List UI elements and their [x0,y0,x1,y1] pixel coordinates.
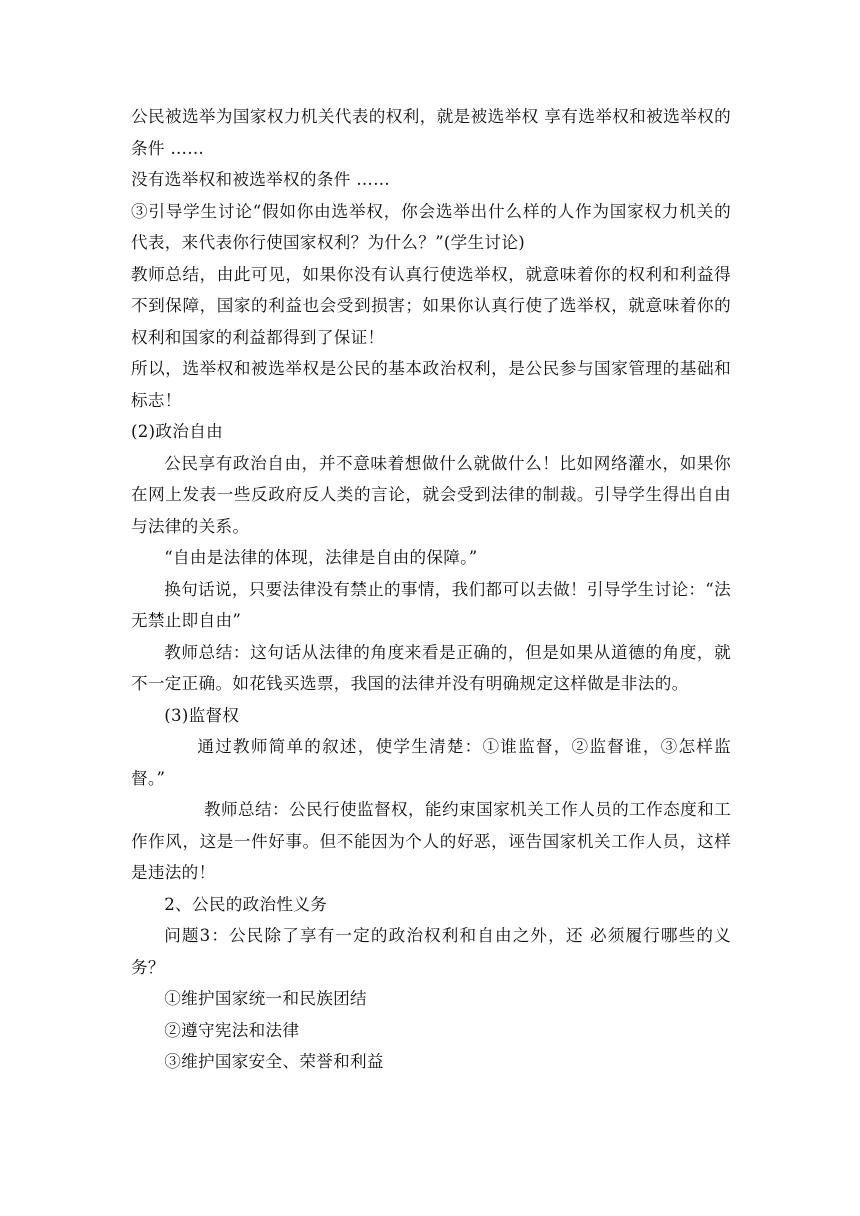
heading-supervision-right: (3)监督权 [164,705,240,725]
heading-political-duties: 2、公民的政治性义务 [164,894,328,914]
paragraph-freedom-discussion: 换句话说，只要法律没有禁止的事情，我们都可以去做！引导学生讨论：“法无禁止即自由” [131,579,731,630]
paragraph-freedom-explanation: 公民享有政治自由，并不意味着想做什么就做什么！比如网络灌水，如果你在网上发表一些反政府反人类的言论，就会受到法律的制裁。引导学生得出自由与法律的关系。 [131,453,731,536]
list-item-duty-2: ②遵守宪法和法律 [164,1020,300,1040]
document-body [131,101,731,1078]
paragraph-supervision-points: 通过教师简单的叙述，使学生清楚：①谁监督，②监督谁，③怎样监督。” [131,737,731,788]
paragraph-teacher-summary-voting: 教师总结，由此可见，如果你没有认真行使选举权，就意味着你的权利和利益得不到保障，国家的利益也会受到损害；如果你认真行使了选举权，就意味着你的权利和国家的利益都得到了保证！ [131,264,731,347]
paragraph-teacher-summary-freedom: 教师总结：这句话从法律的角度来看是正确的，但是如果从道德的角度，就不一定正确。如花钱买选票，我国的法律并没有明确规定这样做是非法的。 [131,642,731,693]
paragraph-freedom-quote: “自由是法律的体现，法律是自由的保障。” [164,548,478,567]
list-item-duty-1: ①维护国家统一和民族团结 [164,989,367,1008]
list-item-duty-3: ③维护国家安全、荣誉和利益 [164,1052,384,1071]
paragraph-teacher-summary-supervision: 教师总结：公民行使监督权，能约束国家机关工作人员的工作态度和工作作风，这是一件好事。但不能因为个人的好恶，诬告国家机关工作人员，这样是违法的！ [131,800,731,882]
paragraph-question-3: 问题3：公民除了享有一定的政治权利和自由之外，还 必须履行哪些的义务？ [131,926,731,977]
paragraph-discussion-prompt: ③引导学生讨论“假如你由选举权，你会选举出什么样的人作为国家权力机关的代表，来代表你行使国家权利？为什么？”(学生讨论) [131,201,731,252]
paragraph-voting-conclusion: 所以，选举权和被选举权是公民的基本政治权利，是公民参与国家管理的基础和标志！ [131,359,731,410]
paragraph-no-voting-right: 没有选举权和被选举权的条件 …… [131,170,390,189]
heading-political-freedom: (2)政治自由 [131,422,223,441]
paragraph-candidacy-right: 公民被选举为国家权力机关代表的权利，就是被选举权 享有选举权和被选举权的条件 …… [131,107,731,158]
